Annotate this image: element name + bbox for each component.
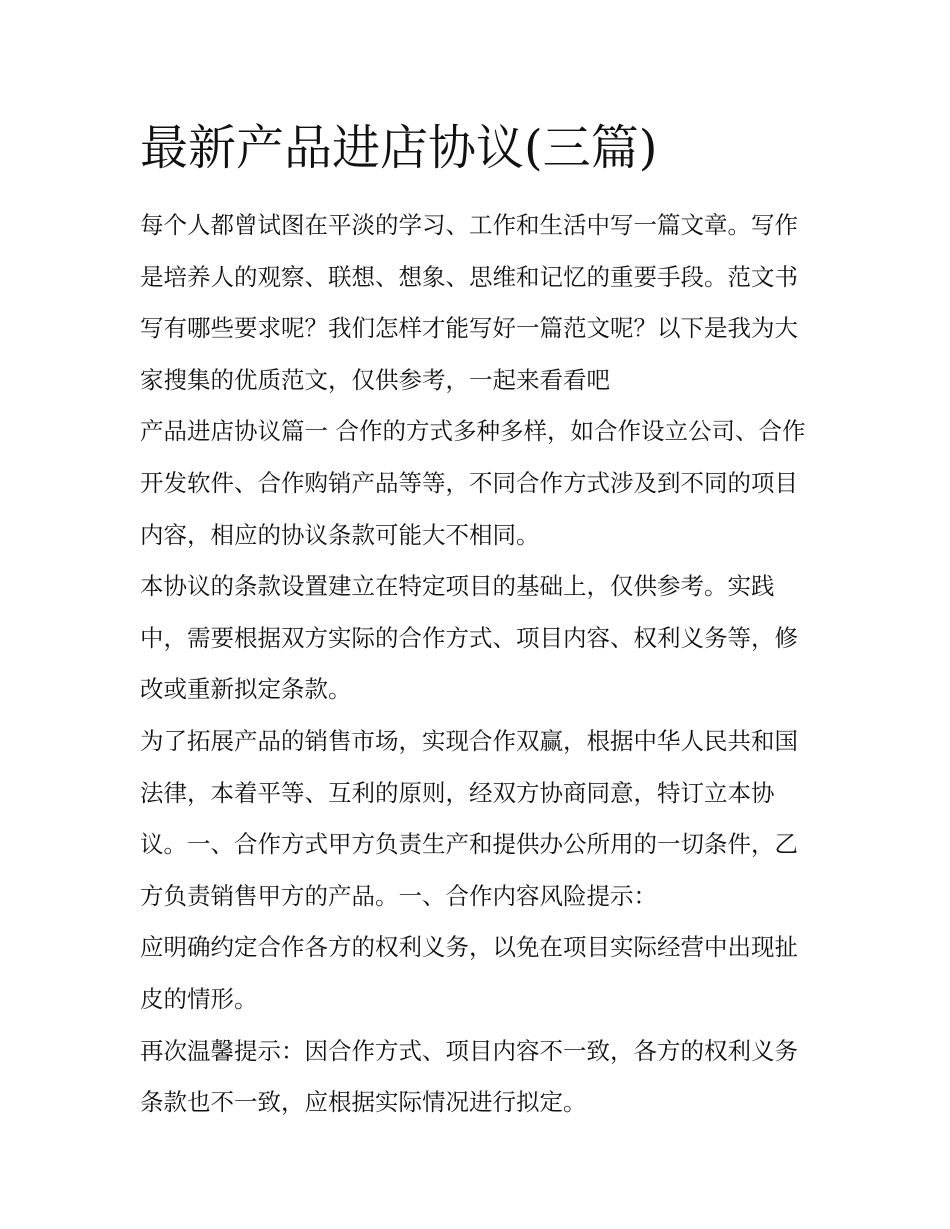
document-title: 最新产品进店协议(三篇) — [140, 120, 658, 176]
paragraph-reminder: 再次温馨提示：因合作方式、项目内容不一致，各方的权利义务条款也不一致，应根据实际情况进行拟定。 — [140, 1036, 798, 1117]
paragraph-reference-note: 本协议的条款设置建立在特定项目的基础上，仅供参考。实践中，需要根据双方实际的合作方式、项目内容、权利义务等，修改或重新拟定条款。 — [140, 572, 798, 704]
paragraph-cooperation-terms: 为了拓展产品的销售市场，实现合作双赢，根据中华人民共和国法律，本着平等、互利的原则，经双方协商同意，特订立本协议。一、合作方式甲方负责生产和提供办公所用的一切条件，乙方负责销售甲方的产品。一、合作内容风险提示： — [140, 726, 798, 910]
paragraph-intro: 每个人都曾试图在平淡的学习、工作和生活中写一篇文章。写作是培养人的观察、联想、想象、思维和记忆的重要手段。范文书写有哪些要求呢？我们怎样才能写好一篇范文呢？以下是我为大家搜集的优质范文，仅供参考，一起来看看吧 — [140, 211, 798, 394]
document-body — [140, 118, 816, 1129]
paragraph-rights-obligations: 应明确约定合作各方的权利义务，以免在项目实际经营中出现扯皮的情形。 — [140, 933, 798, 1013]
paragraph-agreement-one: 产品进店协议篇一 合作的方式多种多样，如合作设立公司、合作开发软件、合作购销产品等等，不同合作方式涉及到不同的项目内容，相应的协议条款可能大不相同。 — [140, 417, 806, 549]
